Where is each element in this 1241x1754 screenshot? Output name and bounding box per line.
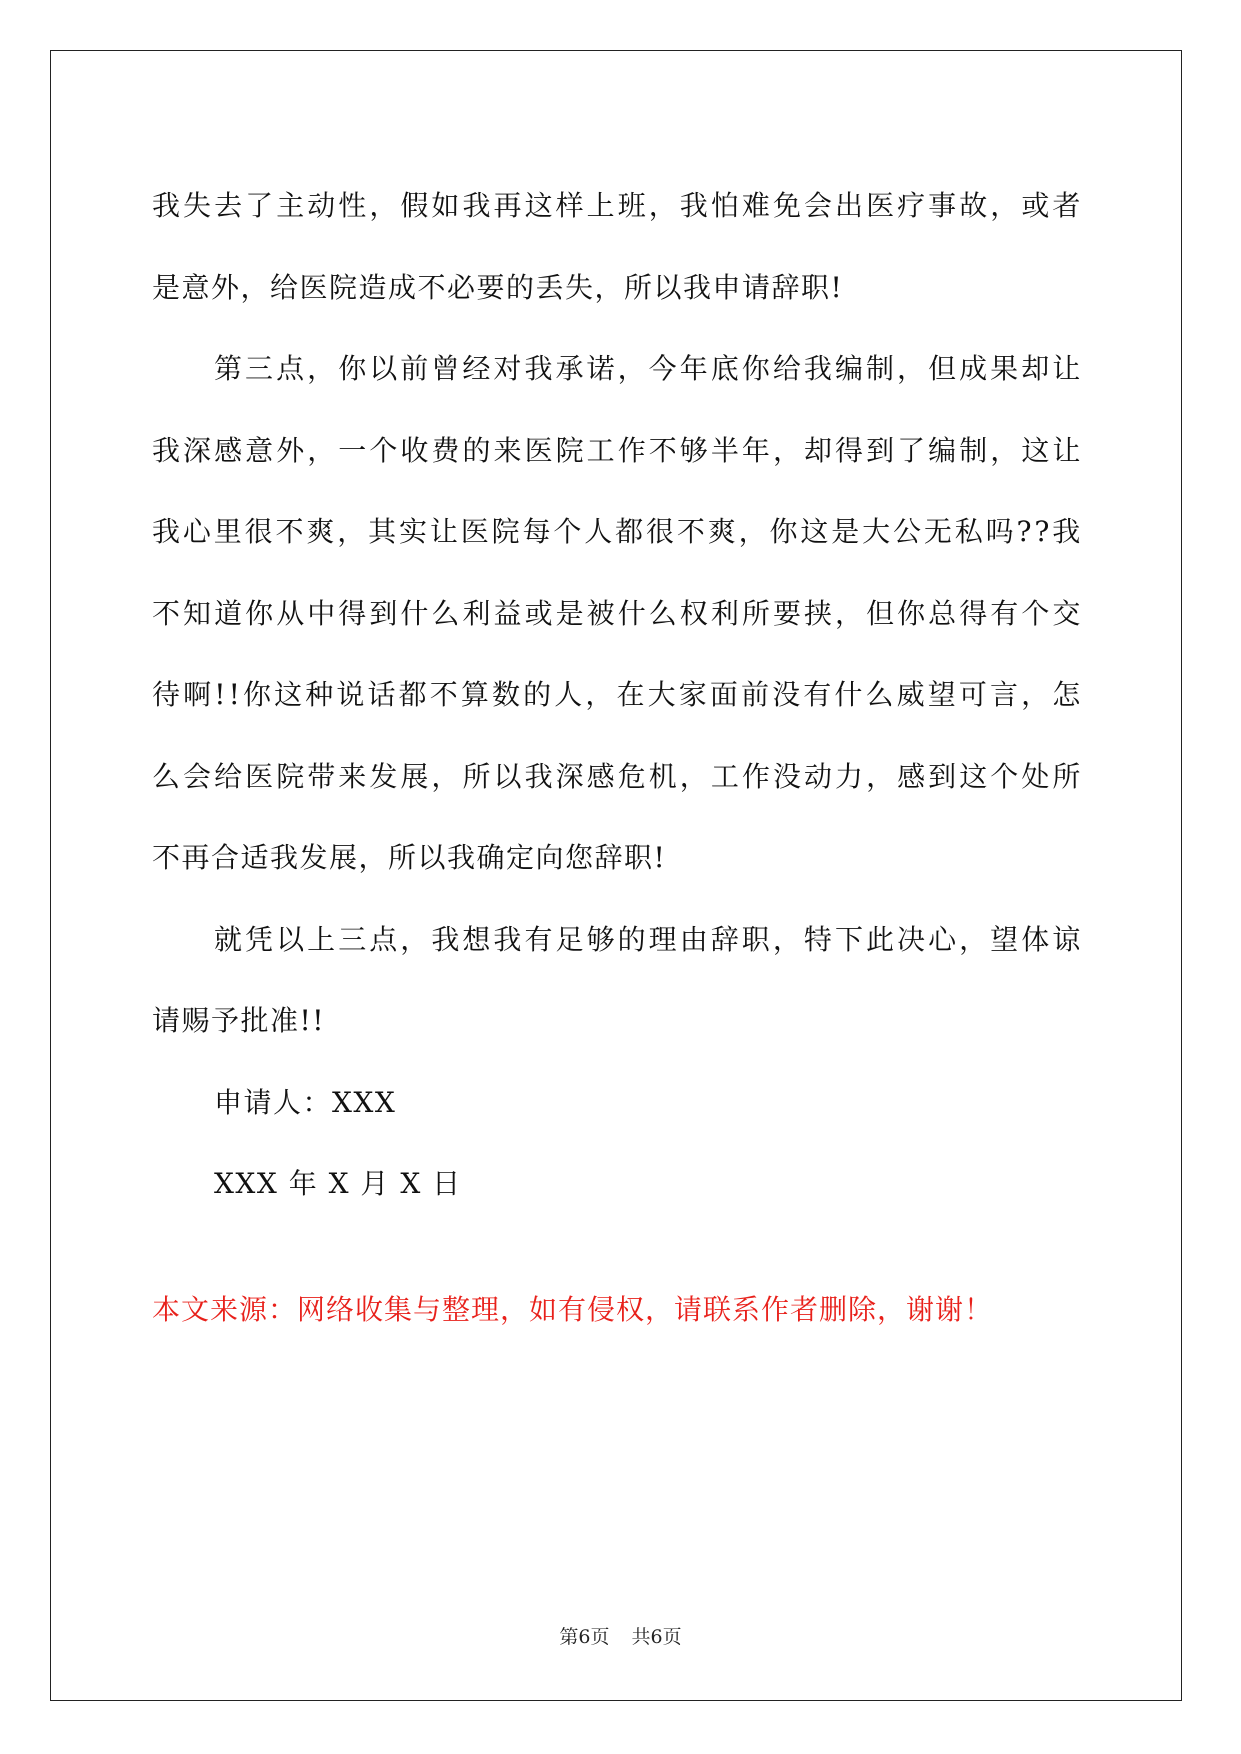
source-notice: 本文来源：网络收集与整理，如有侵权，请联系作者删除，谢谢！ xyxy=(152,1293,994,1326)
applicant-line: 申请人：XXX xyxy=(214,1085,397,1119)
paragraph-line: 第 三 点 ， 你 以 前 曾 经 对 我 承 诺 ， 今 年 底 你 给 我 编 制 ， 但 成 果 却 让 xyxy=(214,352,1082,385)
paragraph-line: 是意外，给医院造成不必要的丢失，所以我申请辞职! xyxy=(152,270,844,304)
paragraph-line: 请赐予批准!! xyxy=(152,1004,326,1037)
paragraph-line: 我 深 感 意 外 ， 一 个 收 费 的 来 医 院 工 作 不 够 半 年 ， 却 得 到 了 编 制 ， 这 让 xyxy=(152,433,1082,467)
paragraph-line: 我 失 去 了 主 动 性 ， 假 如 我 再 这 样 上 班 ， 我 怕 难 免 会 出 医 疗 事 故 ， 或 者 xyxy=(152,189,1082,222)
paragraph-line: 么 会 给 医 院 带 来 发 展 ， 所 以 我 深 感 危 机 ， 工 作 没 动 力 ， 感 到 这 个 处 所 xyxy=(152,759,1082,793)
page-number-total: 共6页 xyxy=(631,1626,682,1648)
document-body xyxy=(152,165,1082,1225)
page-footer xyxy=(0,1625,1241,1649)
paragraph-line: 不再合适我发展，所以我确定向您辞职! xyxy=(152,841,667,874)
paragraph-line: 待 啊 ! ! 你 这 种 说 话 都 不 算 数 的 人 ， 在 大 家 面 前 没 有 什 么 威 望 可 言 ， 怎 xyxy=(152,678,1082,711)
paragraph-line: 我 心 里 很 不 爽 ， 其 实 让 医 院 每 个 人 都 很 不 爽 ， 你 这 是 大 公 无 私 吗 ? ? 我 xyxy=(152,515,1082,548)
paragraph-line: 就 凭 以 上 三 点 ， 我 想 我 有 足 够 的 理 由 辞 职 ， 特 下 此 决 心 ， 望 体 谅 xyxy=(214,922,1082,956)
date-line: XXX 年 X 月 X 日 xyxy=(214,1167,462,1200)
page-number-current: 第6页 xyxy=(559,1626,610,1648)
paragraph-line: 不 知 道 你 从 中 得 到 什 么 利 益 或 是 被 什 么 权 利 所 要 挟 ， 但 你 总 得 有 个 交 xyxy=(152,596,1082,630)
